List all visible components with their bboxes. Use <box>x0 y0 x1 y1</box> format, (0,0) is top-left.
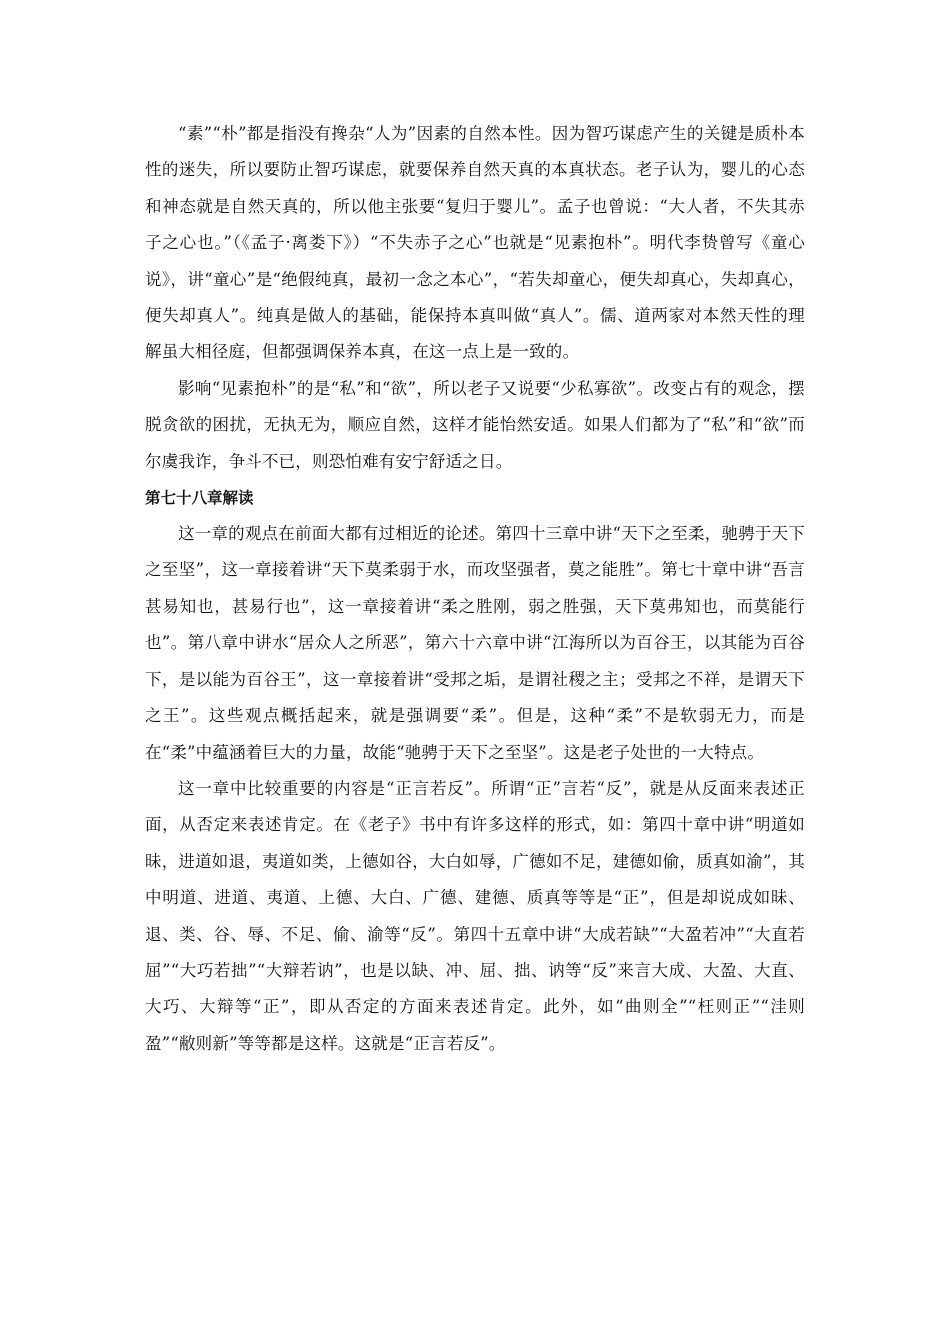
paragraph-few-desires: 影响“见素抱朴”的是“私”和“欲”，所以老子又说要“少私寡欲”。改变占有的观念，摆脱贪欲的困扰，无执无为，顺应自然，这样才能怡然安适。如果人们都为了“私”和“欲”而尔虞我诈，争斗不已，则恐怕难有安宁舒适之日。 <box>145 378 805 471</box>
paragraph-paradox: 这一章中比较重要的内容是“正言若反”。所谓“正”言若“反”，就是从反面来表述正面，从否定来表述肯定。在《老子》书中有许多这样的形式，如：第四十章中讲“明道如昧，进道如退，夷道如类，上德如谷，大白如辱，广德如不足，建德如偷，质真如渝”，其中明道、进道、夷道、上德、大白、广德、建德、质真等等是“正”，但是却说成如昧、退、类、谷、辱、不足、偷、渝等“反”。第四十五章中讲“大成若缺”“大盈若冲”“大直若屈”“大巧若拙”“大辩若讷”，也是以缺、冲、屈、拙、讷等“反”来言大成、大盈、大直、大巧、大辩等“正”，即从否定的方面来表述肯定。此外，如“曲则全”“枉则正”“洼则盈”“敝则新”等等都是这样。这就是“正言若反”。 <box>145 778 805 1053</box>
paragraph-softness: 这一章的观点在前面大都有过相近的论述。第四十三章中讲“天下之至柔，驰骋于天下之至坚”，这一章接着讲“天下莫柔弱于水，而攻坚强者，莫之能胜”。第七十章中讲“吾言甚易知也，甚易行也”，这一章接着讲“柔之胜刚，弱之胜强，天下莫弗知也，而莫能行也”。第八章中讲水“居众人之所恶”，第六十六章中讲“江海所以为百谷王，以其能为百谷下，是以能为百谷王”，这一章接着讲“受邦之垢，是谓社稷之主；受邦之不祥，是谓天下之王”。这些观点概括起来，就是强调要“柔”。但是，这种“柔”不是软弱无力，而是在“柔”中蕴涵着巨大的力量，故能“驰骋于天下之至坚”。这是老子处世的一大特点。 <box>145 524 805 762</box>
document-page <box>145 116 805 1062</box>
section-heading-chapter-78: 第七十八章解读 <box>145 489 254 508</box>
paragraph-plain-nature: “素”“朴”都是指没有搀杂“人为”因素的自然本性。因为智巧谋虑产生的关键是质朴本性的迷失，所以要防止智巧谋虑，就要保养自然天真的本真状态。老子认为，婴儿的心态和神态就是自然天真的，所以他主张要“复归于婴儿”。孟子也曾说：“大人者，不失其赤子之心也。”（《孟子·离娄下》）“不失赤子之心”也就是“见素抱朴”。明代李贽曾写《童心说》，讲“童心”是“绝假纯真，最初一念之本心”，“若失却童心，便失却真心，失却真心，便失却真人”。纯真是做人的基础，能保持本真叫做“真人”。儒、道两家对本然天性的理解虽大相径庭，但都强调保养本真，在这一点上是一致的。 <box>145 124 805 362</box>
